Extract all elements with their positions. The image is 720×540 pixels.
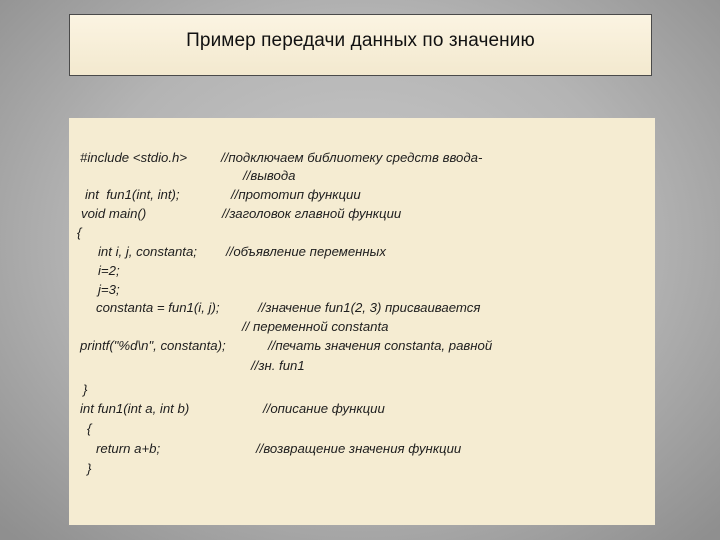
code-comment: //объявление переменных <box>226 244 386 259</box>
code-line <box>69 441 655 461</box>
code-line <box>69 150 655 170</box>
code-line <box>69 401 655 421</box>
code-text: i=2; <box>98 263 120 278</box>
code-line <box>69 358 655 378</box>
code-line <box>69 319 655 339</box>
code-comment: //прототип функции <box>231 187 361 202</box>
code-line <box>69 206 655 226</box>
slide-title-box <box>69 14 652 76</box>
code-line <box>69 187 655 207</box>
code-line <box>69 244 655 264</box>
code-comment: //заголовок главной функции <box>222 206 402 221</box>
code-line <box>69 263 655 283</box>
code-comment: //возвращение значения функции <box>256 441 462 456</box>
code-text: } <box>87 461 92 476</box>
code-text: void main() <box>81 206 147 221</box>
code-line <box>69 421 655 441</box>
code-text: printf("%d\n", constanta); <box>80 338 226 353</box>
code-comment: //зн. fun1 <box>251 358 305 373</box>
code-comment: //описание функции <box>263 401 385 416</box>
code-comment: //вывода <box>243 168 296 183</box>
code-text: constanta = fun1(i, j); <box>96 300 220 315</box>
code-line <box>69 338 655 358</box>
code-text: int fun1(int a, int b) <box>80 401 190 416</box>
code-text: #include <stdio.h> <box>80 150 188 165</box>
code-text: int fun1(int, int); <box>85 187 180 202</box>
code-text: int i, j, constanta; <box>98 244 197 259</box>
code-listing <box>69 118 655 525</box>
code-comment: //значение fun1(2, 3) присваивается <box>258 300 481 315</box>
code-text: return a+b; <box>96 441 161 456</box>
code-text: { <box>77 225 82 240</box>
slide-title: Пример передачи данных по значению <box>186 30 535 51</box>
code-line <box>69 225 655 245</box>
code-line <box>69 461 655 481</box>
code-text: { <box>87 421 92 436</box>
code-text: j=3; <box>98 282 120 297</box>
code-comment: //печать значения constanta, равной <box>268 338 493 353</box>
code-text: } <box>83 382 88 397</box>
code-line <box>69 168 655 188</box>
code-comment: //подключаем библиотеку средств ввода- <box>221 150 483 165</box>
code-comment: // переменной constanta <box>242 319 389 334</box>
code-line <box>69 382 655 402</box>
code-line <box>69 300 655 320</box>
code-line <box>69 282 655 302</box>
